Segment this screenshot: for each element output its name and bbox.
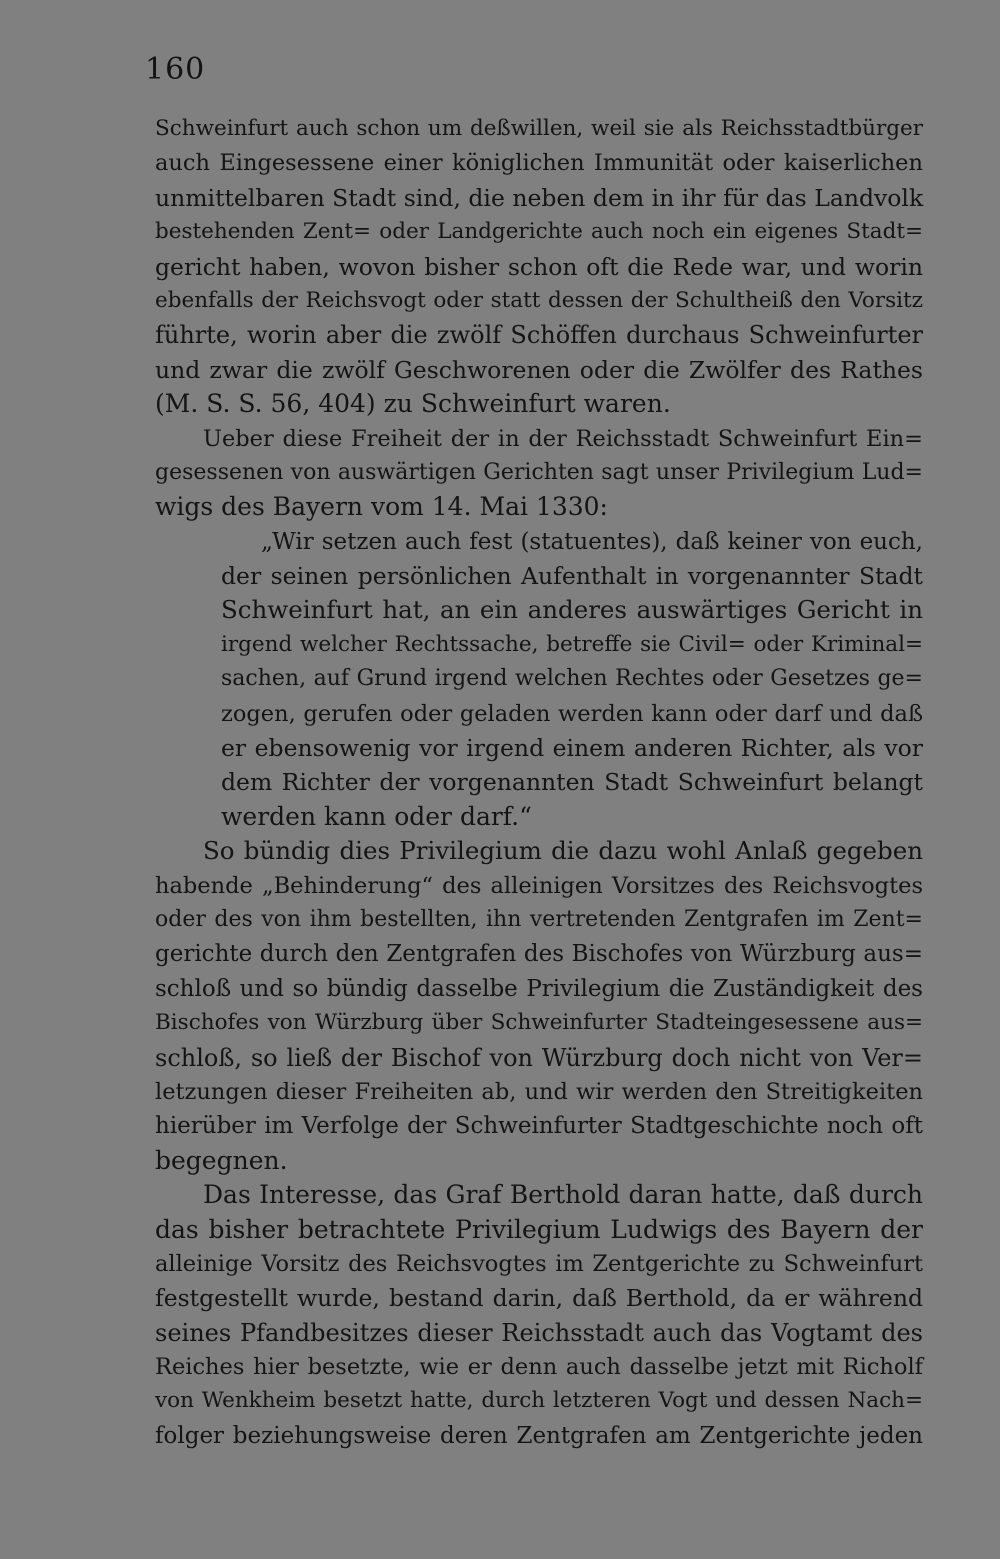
text-line: wigs des Bayern vom 14. Mai 1330: <box>155 492 608 522</box>
text-line: Das Interesse, das Graf Berthold daran hatte, daß durch <box>203 1180 923 1210</box>
body-text <box>155 112 923 1453</box>
text-line: Schweinfurt hat, an ein anderes auswärtiges Gericht in <box>221 595 923 625</box>
text-line: folger beziehungsweise deren Zentgrafen am Zentgerichte jeden <box>155 1422 923 1449</box>
text-line: Reiches hier besetzte, wie er denn auch dasselbe jetzt mit Richolf <box>155 1354 923 1381</box>
text-line: letzungen dieser Freiheiten ab, und wir werden den Streitigkeiten <box>155 1078 923 1105</box>
text-line: führte, worin aber die zwölf Schöffen durchaus Schweinfurter <box>155 321 923 350</box>
text-line: seines Pfandbesitzes dieser Reichsstadt auch das Vogtamt des <box>155 1318 923 1347</box>
text-line: Ueber diese Freiheit der in der Reichsstadt Schweinfurt Ein= <box>203 425 923 452</box>
text-line: begegnen. <box>155 1145 288 1175</box>
text-line: Schweinfurt auch schon um deßwillen, weil sie als Reichsstadtbürger <box>155 116 923 141</box>
text-line: sachen, auf Grund irgend welchen Rechtes oder Gesetzes ge= <box>221 666 923 692</box>
text-line: schloß und so bündig dasselbe Privilegium die Zuständigkeit des <box>155 975 923 1002</box>
text-line: schloß, so ließ der Bischof von Würzburg doch nicht von Ver= <box>155 1043 923 1072</box>
text-line: auch Eingesessene einer königlichen Immunität oder kaiserlichen <box>155 150 923 177</box>
text-line: dem Richter der vorgenannten Stadt Schweinfurt belangt <box>221 768 923 797</box>
text-line: von Wenkheim besetzt hatte, durch letzteren Vogt und dessen Nach= <box>155 1388 923 1414</box>
text-line: gericht haben, wovon bisher schon oft die Rede war, und worin <box>155 252 923 281</box>
text-line: festgestellt wurde, bestand darin, daß Berthold, da er während <box>155 1284 923 1313</box>
text-line: „Wir setzen auch fest (statuentes), daß keiner von euch, <box>261 528 923 555</box>
text-line: So bündig dies Privilegium die dazu wohl Anlaß gegeben <box>203 836 923 866</box>
text-line: irgend welcher Rechtssache, betreffe sie Civil= oder Kriminal= <box>221 631 923 657</box>
text-line: alleinige Vorsitz des Reichsvogtes im Zentgerichte zu Schweinfurt <box>155 1250 923 1277</box>
text-line: (M. S. S. 56, 404) zu Schweinfurt waren. <box>155 389 671 419</box>
text-line: und zwar die zwölf Geschworenen oder die Zwölfer des Rathes <box>155 355 923 384</box>
text-line: gesessenen von auswärtigen Gerichten sagt unser Privilegium Lud= <box>155 459 923 485</box>
text-line: hierüber im Verfolge der Schweinfurter Stadtgeschichte noch oft <box>155 1113 923 1140</box>
text-line: zogen, gerufen oder geladen werden kann oder darf und daß <box>221 700 923 727</box>
text-line: werden kann oder darf.“ <box>221 801 532 831</box>
text-line: gerichte durch den Zentgrafen des Bischofes von Würzburg aus= <box>155 941 923 968</box>
text-line: oder des von ihm bestellten, ihn vertretenden Zentgrafen im Zent= <box>155 906 923 932</box>
text-line: ebenfalls der Reichsvogt oder statt dessen der Schultheiß den Vorsitz <box>155 287 923 313</box>
text-line: bestehenden Zent= oder Landgerichte auch noch ein eigenes Stadt= <box>155 219 923 245</box>
page-number: 160 <box>145 52 206 87</box>
text-line: der seinen persönlichen Aufenthalt in vorgenannter Stadt <box>221 562 923 591</box>
text-line: Bischofes von Würzburg über Schweinfurter Stadteingesessene aus= <box>155 1010 923 1036</box>
text-line: habende „Behinderung“ des alleinigen Vorsitzes des Reichsvogtes <box>155 872 923 899</box>
text-line: das bisher betrachtete Privilegium Ludwigs des Bayern der <box>155 1214 923 1244</box>
text-line: unmittelbaren Stadt sind, die neben dem in ihr für das Landvolk <box>155 183 924 212</box>
text-line: er ebensowenig vor irgend einem anderen Richter, als vor <box>221 734 923 763</box>
